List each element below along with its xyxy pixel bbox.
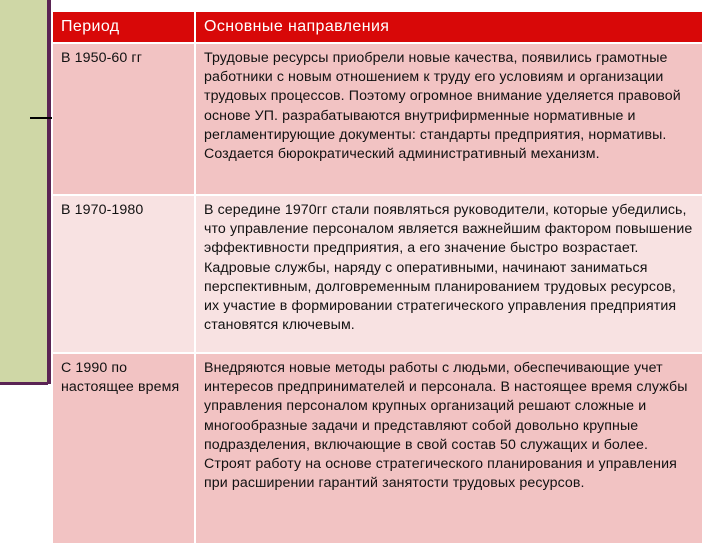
slide-dash-mark [30, 117, 52, 119]
table-row [53, 44, 702, 196]
table-row [53, 354, 702, 545]
description-cell: В середине 1970гг стали появляться руководители, которые убедились, что управление персоналом является важнейшим фактором повышение эффективности предприятия, а его значение быстро возрастает. Кадровые службы, наряду с оперативными, начинают заниматься перспективным, долговременным планированием трудовых ресурсов, их участие в формировании стратегического управления предприятия становятся ключевым. [196, 196, 702, 354]
slide-horizontal-rule [0, 382, 48, 385]
slide-sidebar-block [0, 0, 47, 383]
table-row [53, 196, 702, 354]
description-cell: Трудовые ресурсы приобрели новые качества, появились грамотные работники с новым отношением к труду его условиям и организации трудовых процессов. Поэтому огромное внимание уделяется правовой основе УП. разрабатываются внутрифирменные нормативные и регламентирующие документы: стандарты предприятия, нормативы. Создается бюрократический административный механизм. [196, 44, 702, 196]
period-cell: В 1970-1980 [53, 196, 196, 354]
hr-periods-table [53, 12, 702, 545]
period-cell: В 1950-60 гг [53, 44, 196, 196]
period-cell: С 1990 по настоящее время [53, 354, 196, 545]
slide-vertical-rule [47, 0, 51, 384]
header-directions: Основные направления [196, 12, 702, 44]
header-period: Период [53, 12, 196, 44]
description-cell: Внедряются новые методы работы с людьми, обеспечивающие учет интересов предпринимателей и персонала. В настоящее время службы управления персоналом крупных организаций решают сложные и многообразные задачи и представляют собой довольно крупные подразделения, включающие в свой состав 50 служащих и более. Строят работу на основе стратегического планирования и управления при расширении гарантий занятости трудовых ресурсов. [196, 354, 702, 545]
table-header-row [53, 12, 702, 44]
